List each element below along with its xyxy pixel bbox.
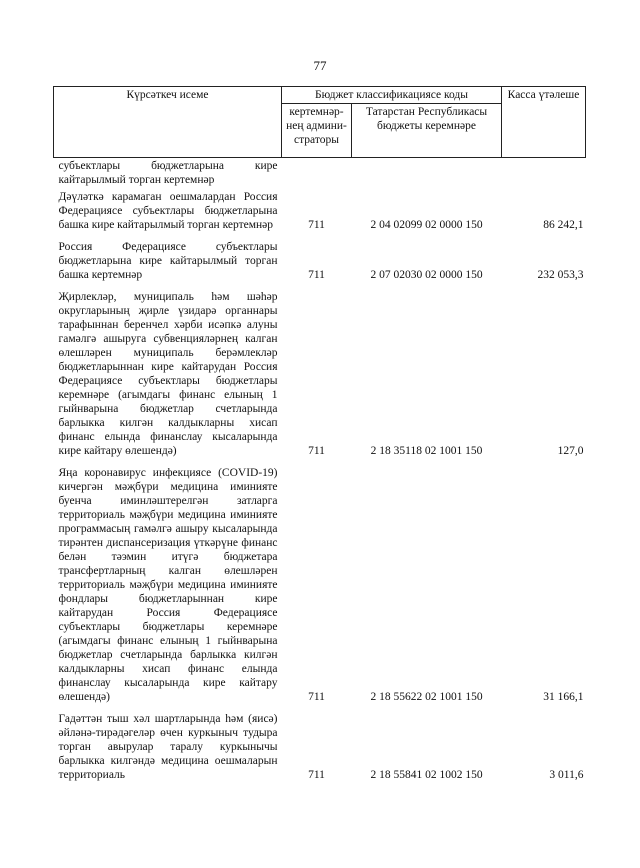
- budget-table: [53, 86, 586, 789]
- row-amount: [502, 158, 586, 190]
- row-amount: 86 242,1: [543, 219, 584, 231]
- row-name: Җирлекләр, муниципаль һәм шәһәр округларының җирле үзидарә органнары тарафыннан беренчел хәрби исәпкә алуны гамәлгә ашыруга субвенцияләрнең калган өлешләрен муниципаль берәмлекләр бюджетларыннан кире кайтарудан Россия Федерациясе субъектлары бюджетлары керемнәре (агымдагы финанс елының 1 гыйнварына бюджетлар счетларында барлыкка килгән калдыкларны хисап финанс елында финанслау кысаларында кире кайтару өлешендә): [58, 291, 278, 457]
- row-administrator: 711: [308, 769, 325, 781]
- table-row: [54, 189, 586, 239]
- row-code: 2 07 02030 02 0000 150: [370, 269, 483, 281]
- page-number: 77: [313, 58, 327, 73]
- table-row: [54, 239, 586, 289]
- row-code: 2 18 35118 02 1001 150: [370, 445, 483, 457]
- table-row: [54, 465, 586, 711]
- header-indicator: Күрсәткеч исеме: [54, 87, 282, 158]
- row-code: 2 18 55622 02 1001 150: [370, 691, 483, 703]
- row-amount: 31 166,1: [543, 691, 584, 703]
- row-code: [352, 158, 502, 190]
- table-row: [54, 711, 586, 789]
- row-name: субъектлары бюджетларына кире кайтарылмый торган кертемнәр: [58, 160, 278, 186]
- table-row: [54, 158, 586, 190]
- row-code: 2 04 02099 02 0000 150: [370, 219, 483, 231]
- header-budget-classification: Бюджет классификациясе коды: [282, 87, 502, 104]
- row-code: 2 18 55841 02 1002 150: [370, 769, 483, 781]
- header-revenues: Татарстан Республикасы бюджеты керемнәре: [352, 104, 502, 158]
- row-name: Дәүләткә карамаган оешмалардан Россия Федерациясе субъектлары бюджетларына башка кире кайтарылмый торган кертемнәр: [58, 191, 278, 231]
- row-administrator: [282, 158, 352, 190]
- row-administrator: 711: [308, 269, 325, 281]
- row-amount: 127,0: [557, 445, 584, 457]
- row-amount: 3 011,6: [549, 769, 584, 781]
- row-administrator: 711: [308, 219, 325, 231]
- header-cash-execution: Касса үтәлеше: [502, 87, 586, 158]
- table-row: [54, 289, 586, 465]
- header-administrators: кертемнәр-нең админи-страторы: [282, 104, 352, 158]
- row-name: Яңа коронавирус инфекциясе (COVID-19) кичергән мәҗбүри медицина иминияте буенча иминләштерелгән затларга территориаль мәҗбүри медицина иминияте программасың гамәлгә ашыру кысаларында тирәнтен диспансеризация үткәрүне финанс белән тәэмин итүгә бюджетара трансфертларның калган өлешләрен территориаль мәҗбүри медицина иминияте фондлары бюджетларыннан кире кайтарудан Россия Федерациясе субъектлары бюджетлары керемнәре (агымдагы финанс елының 1 гыйнварына бюджетлар счетларында барлыкка килгән калдыкларны хисап финанс елында финанслау кысаларында кире кайтару өлешендә): [58, 467, 278, 703]
- row-administrator: 711: [308, 691, 325, 703]
- row-name: Россия Федерациясе субъектлары бюджетларына кире кайтарылмый торган башка кертемнәр: [58, 241, 278, 281]
- row-name: Гадәттән тыш хәл шартларында һәм (яисә) әйләнә-тирәдәгеләр өчен куркыныч тудыра торган авырулар таралу куркынычы барлыкка килгәндә медицина оешмаларын территориаль: [58, 713, 278, 781]
- row-administrator: 711: [308, 445, 325, 457]
- row-amount: 232 053,3: [537, 269, 584, 281]
